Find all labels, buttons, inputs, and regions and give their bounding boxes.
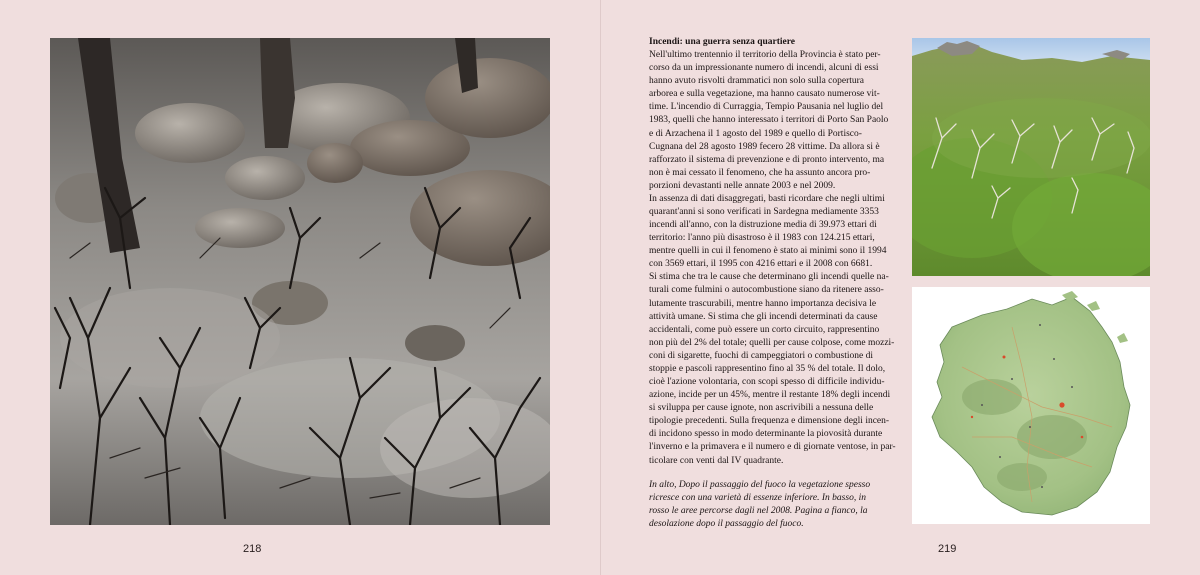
page-number-left: 218 (243, 543, 262, 555)
body-line: non è mai cessato il fenomeno, che ha assunto ancora pro- (649, 167, 871, 178)
body-line: mentre quelli in cui il fenomeno è stato ai minimi sono il 1994 (649, 246, 887, 257)
body-line: con 3569 ettari, il 1995 con 4216 ettari e il 2008 con 6681. (649, 259, 873, 270)
body-line: ticolare con venti dal IV quadrante. (649, 455, 784, 466)
photo-caption (649, 479, 904, 531)
body-line: di incidono spesso in modo determinante la piovosità durante (649, 429, 883, 440)
body-line: accidentali, come può essere un corto circuito, rappresentino (649, 324, 880, 335)
body-line: arborea e sulla vegetazione, ma hanno causato numerose vit- (649, 89, 880, 100)
burnt-landscape-photo (50, 38, 550, 525)
body-line: territorio: l'anno più disastroso è il 1983 con 124.215 ettari, (649, 233, 875, 244)
body-line: 1983, quelli che hanno interessato i territori di Porto San Paolo (649, 115, 889, 126)
page-number-right: 219 (938, 543, 957, 555)
body-line: Si stima che tra le cause che determinano gli incendi quelle na- (649, 272, 889, 283)
caption-line: In alto, Dopo il passaggio del fuoco la vegetazione spesso (649, 479, 871, 490)
body-line: e di Arzachena il 1 agosto del 1989 e quello di Portisco- (649, 128, 862, 139)
body-line: coni di sigarette, fuochi di campeggiatori o combustione di (649, 350, 873, 361)
body-line: attività umane. Si stima che gli incendi determinati da cause (649, 311, 878, 322)
article-body (649, 49, 904, 468)
body-line: cioè l'azione volontaria, con scopi spesso di difficile individu- (649, 377, 885, 388)
body-line: In assenza di dati disaggregati, basti ricordare che negli ultimi (649, 193, 885, 204)
regrowth-shrubland-photo (912, 38, 1150, 276)
body-line: l'inverno e la primavera e il numero e di giornate ventose, in par- (649, 442, 896, 453)
body-line: quarant'anni si sono verificati in Sardegna mediamente 3353 (649, 207, 879, 218)
caption-line: ricresce con una varietà di essenze inferiore. In basso, in (649, 492, 866, 503)
section-heading: Incendi: una guerra senza quartiere (649, 37, 796, 47)
body-line: tipologie precedenti. Sulla frequenza e dimensione degli incen- (649, 416, 890, 427)
body-line: hanno avuto risvolti drammatici non solo sulla copertura (649, 76, 865, 87)
province-fire-map (912, 287, 1150, 524)
body-line: Nell'ultimo trentennio il territorio della Provincia è stato per- (649, 50, 881, 61)
body-line: azione, incide per un 45%, mentre il restante 18% degli incendi (649, 390, 891, 401)
body-line: time. L'incendio di Curraggia, Tempio Pausania nel luglio del (649, 102, 884, 113)
body-line: lutamente trascurabili, mentre hanno importanza decisiva le (649, 298, 877, 309)
body-line: si sviluppa per cause ignote, non ascrivibili a nessuna delle (649, 403, 874, 414)
body-line: porzioni devastanti nelle annate 2003 e nel 2009. (649, 180, 836, 191)
body-line: rafforzato il sistema di prevenzione e di pronto intervento, ma (649, 154, 885, 165)
spread-gutter (600, 0, 601, 575)
body-line: corso da un impressionante numero di incendi, alcuni di essi (649, 63, 879, 74)
caption-line: rosso le aree percorse dagli nel 2008. Pagina a fianco, la (649, 505, 868, 516)
caption-line: desolazione dopo il passaggio del fuoco. (649, 518, 804, 529)
body-line: stoppie e pascoli rappresentino fino al 35 % del totale. Il dolo, (649, 363, 886, 374)
body-line: Cugnana del 28 agosto 1989 fecero 28 vittime. Da allora si è (649, 141, 880, 152)
body-line: turali come fulmini o autocombustione siano da ritenere asso- (649, 285, 884, 296)
body-line: incendi all'anno, con la distruzione media di 39.973 ettari di (649, 220, 877, 231)
article-text-column (649, 36, 904, 540)
body-line: non più del 2% del totale; quelli per cause colpose, come mozzi- (649, 337, 895, 348)
